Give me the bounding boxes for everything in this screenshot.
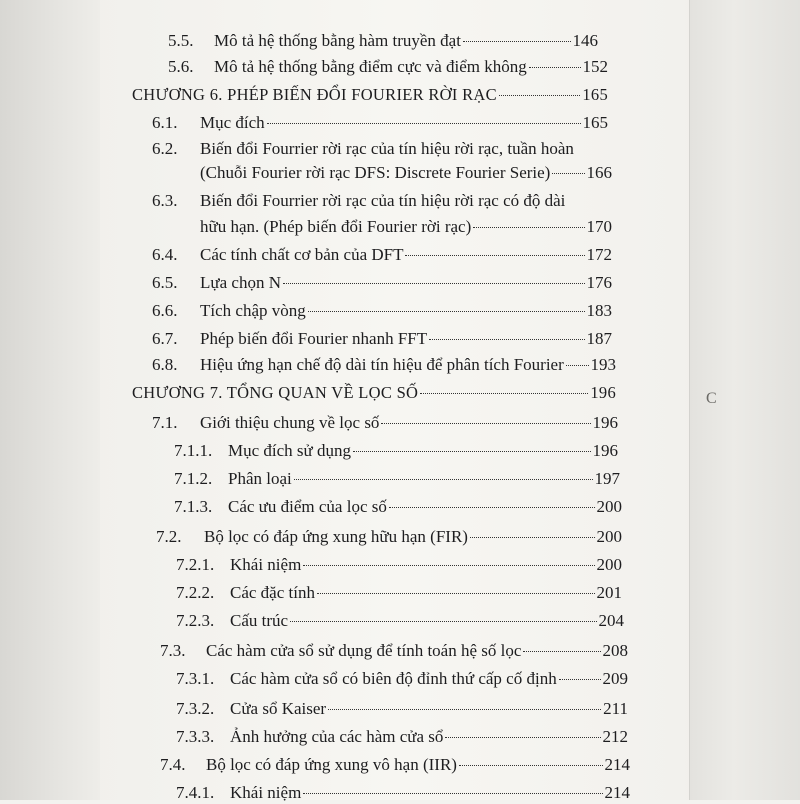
toc-leader-dots — [566, 365, 589, 366]
toc-page: 196 — [592, 441, 618, 460]
toc-leader-dots — [267, 123, 581, 124]
toc-entry-6-6 — [152, 300, 612, 322]
toc-entry-7-2-1 — [176, 554, 622, 576]
toc-title-continued: hữu hạn. (Phép biến đổi Fourier rời rạc) — [200, 217, 472, 236]
toc-entry-6-8 — [152, 354, 616, 376]
toc-leader-dots — [303, 565, 594, 566]
toc-number: 7.4. — [160, 755, 186, 774]
toc-page: 193 — [590, 355, 616, 374]
toc-title: Các tính chất cơ bản của DFT — [200, 245, 404, 264]
toc-entry-5-5 — [168, 30, 598, 52]
toc-leader-dots — [429, 339, 584, 340]
toc-page: 176 — [586, 273, 612, 292]
toc-entry-6-3-line1 — [152, 190, 565, 212]
toc-page: 200 — [596, 527, 622, 546]
toc-page: 152 — [582, 57, 608, 76]
toc-chapter-7 — [132, 382, 616, 404]
toc-leader-dots — [353, 451, 590, 452]
toc-leader-dots — [445, 737, 600, 738]
toc-entry-7-2 — [156, 526, 622, 548]
toc-entry-5-6 — [168, 56, 608, 78]
toc-number: 6.7. — [152, 329, 178, 348]
toc-number: 5.6. — [168, 57, 194, 76]
toc-leader-dots — [283, 283, 585, 284]
toc-page: 214 — [604, 755, 630, 774]
left-page-edge — [0, 0, 100, 800]
toc-leader-dots — [523, 651, 600, 652]
toc-title-continued: (Chuỗi Fourier rời rạc DFS: Discrete Fourier Serie) — [200, 163, 551, 182]
toc-leader-dots — [389, 507, 595, 508]
toc-entry-7-3-2 — [176, 698, 628, 720]
toc-number: 7.3.2. — [176, 699, 215, 718]
toc-page: 209 — [602, 669, 628, 688]
toc-entry-7-1-2 — [174, 468, 620, 490]
toc-leader-dots — [470, 537, 595, 538]
toc-title: Biến đổi Fourrier rời rạc của tín hiệu rời rạc, tuần hoàn — [200, 139, 574, 158]
right-page-margin-letter: C — [706, 390, 717, 407]
toc-number: 7.1.2. — [174, 469, 213, 488]
toc-leader-dots — [529, 67, 581, 68]
toc-entry-6-2-line2 — [200, 162, 612, 184]
toc-leader-dots — [294, 479, 593, 480]
toc-number: 7.3.3. — [176, 727, 215, 746]
toc-entry-7-3-3 — [176, 726, 628, 748]
toc-leader-dots — [405, 255, 584, 256]
toc-entry-7-2-2 — [176, 582, 622, 604]
toc-number: 6.5. — [152, 273, 178, 292]
toc-page: 183 — [586, 301, 612, 320]
right-page-edge — [689, 0, 800, 800]
toc-leader-dots — [308, 311, 585, 312]
toc-title: Phép biến đổi Fourier nhanh FFT — [200, 329, 428, 348]
toc-leader-dots — [381, 423, 590, 424]
toc-page: 170 — [586, 217, 612, 236]
toc-number: 6.1. — [152, 113, 178, 132]
toc-title: Lựa chọn N — [200, 273, 281, 292]
toc-title: Cấu trúc — [230, 611, 289, 630]
toc-title: Mục đích sử dụng — [228, 441, 352, 460]
toc-title: Khái niệm — [230, 555, 302, 574]
toc-leader-dots — [473, 227, 584, 228]
toc-leader-dots — [328, 709, 601, 710]
toc-entry-7-1-1 — [174, 440, 618, 462]
toc-page: 212 — [602, 727, 628, 746]
toc-number: 6.2. — [152, 139, 178, 158]
toc-page: 208 — [602, 641, 628, 660]
toc-title: Biến đổi Fourrier rời rạc của tín hiệu rời rạc có độ dài — [200, 191, 566, 210]
toc-entry-6-5 — [152, 272, 612, 294]
toc-entry-7-3-1 — [176, 668, 628, 690]
toc-title: Tích chập vòng — [200, 301, 306, 320]
toc-number: 7.2.2. — [176, 583, 215, 602]
toc-chapter-title: CHƯƠNG 6. PHÉP BIẾN ĐỔI FOURIER RỜI RẠC — [132, 85, 497, 104]
toc-page: 196 — [592, 413, 618, 432]
toc-title: Các đặc tính — [230, 583, 315, 602]
toc-number: 7.2. — [156, 527, 182, 546]
toc-page: 204 — [598, 611, 624, 630]
toc-entry-7-1 — [152, 412, 618, 434]
toc-leader-dots — [420, 393, 588, 394]
toc-leader-dots — [552, 173, 584, 174]
toc-title: Giới thiệu chung về lọc số — [200, 413, 380, 432]
toc-page: 166 — [586, 163, 612, 182]
toc-page: 200 — [596, 497, 622, 516]
toc-entry-7-4 — [160, 754, 630, 776]
toc-leader-dots — [303, 793, 602, 794]
toc-number: 5.5. — [168, 31, 194, 50]
toc-number: 7.3. — [160, 641, 186, 660]
toc-entry-6-7 — [152, 328, 612, 350]
toc-entry-7-1-3 — [174, 496, 622, 518]
toc-title: Hiệu ứng hạn chế độ dài tín hiệu để phân tích Fourier — [200, 355, 564, 374]
toc-number: 6.6. — [152, 301, 178, 320]
toc-title: Cửa sổ Kaiser — [230, 699, 327, 718]
toc-number: 7.1.1. — [174, 441, 213, 460]
toc-title: Phân loại — [228, 469, 292, 488]
toc-title: Khái niệm — [230, 783, 302, 802]
toc-entry-7-3 — [160, 640, 628, 662]
toc-title: Các ưu điểm của lọc số — [228, 497, 387, 516]
toc-number: 7.1. — [152, 413, 178, 432]
toc-title: Mô tả hệ thống bằng điểm cực và điểm không — [214, 57, 527, 76]
toc-title: Các hàm cửa sổ sử dụng để tính toán hệ số lọc — [206, 641, 522, 660]
toc-number: 6.8. — [152, 355, 178, 374]
toc-chapter-6 — [132, 84, 608, 106]
toc-entry-6-4 — [152, 244, 612, 266]
toc-page: 146 — [572, 31, 598, 50]
toc-leader-dots — [499, 95, 580, 96]
toc-leader-dots — [559, 679, 601, 680]
toc-entry-7-4-1 — [176, 782, 630, 804]
toc-title: Mô tả hệ thống bằng hàm truyền đạt — [214, 31, 461, 50]
toc-entry-7-2-3 — [176, 610, 624, 632]
toc-title: Bộ lọc có đáp ứng xung vô hạn (IIR) — [206, 755, 457, 774]
toc-number: 7.4.1. — [176, 783, 215, 802]
toc-entry-6-2-line1 — [152, 138, 574, 160]
toc-number: 6.4. — [152, 245, 178, 264]
toc-page: 165 — [582, 113, 608, 132]
toc-number: 7.2.1. — [176, 555, 215, 574]
toc-entry-6-3-line2 — [200, 216, 612, 238]
toc-number: 7.2.3. — [176, 611, 215, 630]
toc-page: 187 — [586, 329, 612, 348]
toc-entry-6-1 — [152, 112, 608, 134]
toc-leader-dots — [290, 621, 596, 622]
toc-page: 165 — [582, 85, 608, 104]
toc-leader-dots — [317, 593, 595, 594]
toc-title: Ảnh hưởng của các hàm cửa sổ — [230, 727, 444, 746]
toc-page: 197 — [594, 469, 620, 488]
toc-title: Các hàm cửa sổ có biên độ đỉnh thứ cấp cố định — [230, 669, 557, 688]
toc-leader-dots — [459, 765, 603, 766]
toc-page: 200 — [596, 555, 622, 574]
toc-page: 211 — [603, 699, 628, 718]
toc-page: 201 — [596, 583, 622, 602]
toc-page: 214 — [604, 783, 630, 802]
toc-leader-dots — [463, 41, 571, 42]
toc-page: 196 — [590, 383, 616, 402]
toc-page: 172 — [586, 245, 612, 264]
toc-number: 6.3. — [152, 191, 178, 210]
toc-title: Bộ lọc có đáp ứng xung hữu hạn (FIR) — [204, 527, 468, 546]
toc-chapter-title: CHƯƠNG 7. TỔNG QUAN VỀ LỌC SỐ — [132, 383, 419, 402]
toc-title: Mục đích — [200, 113, 265, 132]
toc-number: 7.3.1. — [176, 669, 215, 688]
toc-number: 7.1.3. — [174, 497, 213, 516]
